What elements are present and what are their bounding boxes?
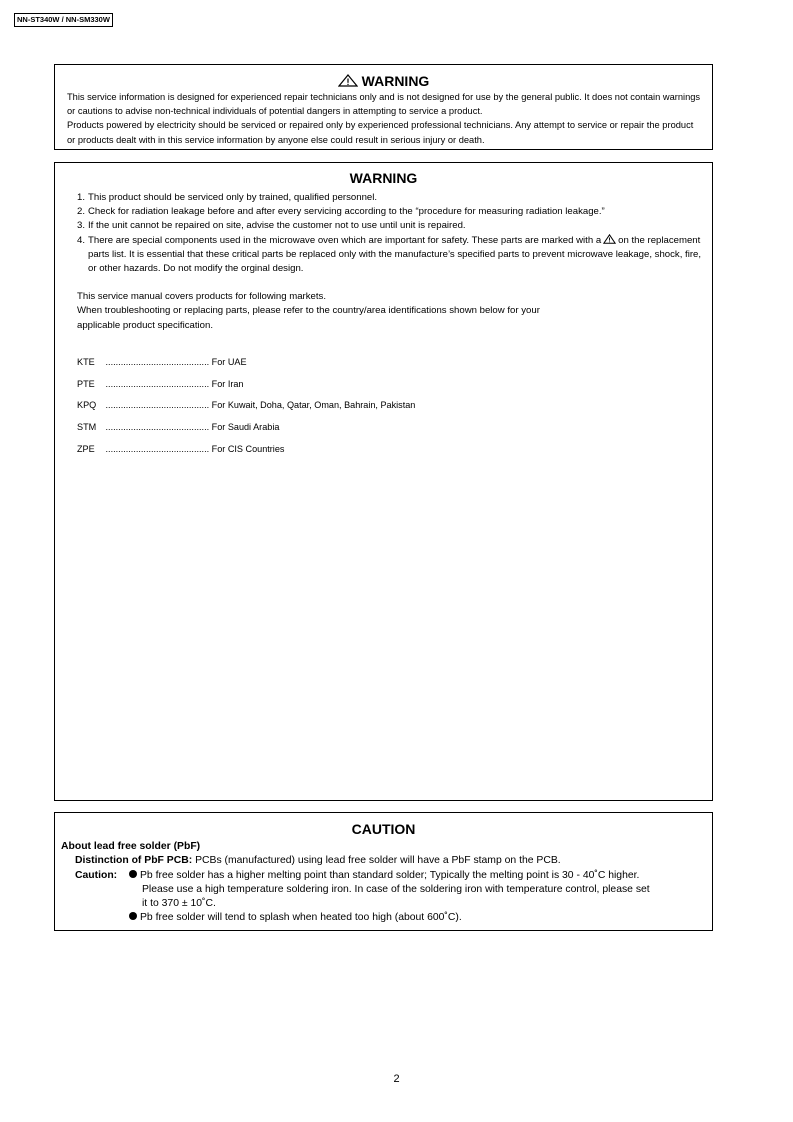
warning-notice-heading bbox=[55, 73, 712, 90]
market-leader-dots: ......................................... bbox=[105, 378, 210, 389]
caution-bullet-2 bbox=[61, 911, 712, 925]
market-row bbox=[77, 420, 712, 442]
market-code: STM bbox=[77, 421, 97, 432]
caution-bullet-1-line-3: it to 370 ± 10˚C. bbox=[142, 898, 216, 910]
caution-bullet-2-text: Pb free solder will tend to splash when heated too high (about 600˚C). bbox=[140, 912, 462, 924]
market-leader-dots: ......................................... bbox=[105, 443, 210, 454]
bullet-icon bbox=[129, 912, 137, 920]
coverage-text bbox=[77, 290, 712, 333]
caution-bullet-1 bbox=[61, 869, 712, 883]
market-list bbox=[77, 355, 712, 463]
warning-notice-box bbox=[54, 64, 713, 150]
caution-bullet-1-line-2: Please use a high temperature soldering iron. In case of the soldering iron with temperature control, please set bbox=[142, 883, 650, 895]
caution-box bbox=[54, 812, 713, 931]
coverage-line: When troubleshooting or replacing parts, please refer to the country/area identifications shown below for your bbox=[77, 305, 540, 317]
market-label: For Iran bbox=[211, 378, 244, 389]
market-code: PTE bbox=[77, 378, 95, 389]
distinction-text: PCBs (manufactured) using lead free solder will have a PbF stamp on the PCB. bbox=[195, 855, 561, 867]
market-leader-dots: ......................................... bbox=[105, 421, 210, 432]
warning-main-box bbox=[54, 162, 713, 801]
caution-subtitle: About lead free solder (PbF) bbox=[61, 841, 201, 852]
bullet-icon bbox=[129, 870, 137, 878]
warning-item bbox=[77, 205, 712, 219]
caution-bullet-1-line-1: Pb free solder has a higher melting point than standard solder; Typically the melting point is 30 - 40˚C higher. bbox=[140, 869, 640, 881]
pbf-distinction bbox=[61, 854, 712, 868]
market-label: For Kuwait, Doha, Qatar, Oman, Bahrain, Pakistan bbox=[211, 400, 416, 411]
warning-item-number: 3. bbox=[77, 220, 86, 232]
warning-item-text-a: There are special components used in the microwave oven which are important for safety. These parts are marked with a bbox=[88, 234, 602, 246]
warning-item-text: If the unit cannot be repaired on site, advise the customer not to use until unit is repaired. bbox=[88, 220, 466, 232]
caution-label: Caution: bbox=[75, 869, 118, 881]
warning-notice-paragraph-1: This service information is designed for experienced repair technicians only and is not designed for use by the general public. It does not contain warnings or cautions to advise non-technical individuals of potential dangers in attempting to service a product. bbox=[67, 92, 701, 117]
warning-notice-title: WARNING bbox=[361, 73, 430, 89]
market-label: For CIS Countries bbox=[211, 443, 285, 454]
warning-item-number: 1. bbox=[77, 192, 86, 203]
market-leader-dots: ......................................... bbox=[105, 400, 210, 411]
market-label: For UAE bbox=[211, 356, 247, 367]
caution-body bbox=[61, 840, 712, 926]
caution-title: CAUTION bbox=[351, 821, 416, 837]
market-code: KPQ bbox=[77, 400, 97, 411]
page-number: 2 bbox=[393, 1073, 400, 1085]
market-row bbox=[77, 442, 712, 464]
safety-mark-triangle-icon bbox=[603, 234, 616, 244]
market-code: ZPE bbox=[77, 443, 95, 454]
market-code: KTE bbox=[77, 356, 95, 367]
warning-item-text: Check for radiation leakage before and after every servicing according to the “procedure for measuring radiation leakage.” bbox=[88, 206, 605, 218]
warning-triangle-icon bbox=[338, 74, 358, 87]
market-label: For Saudi Arabia bbox=[211, 421, 280, 432]
warning-list bbox=[77, 191, 712, 276]
warning-item-text-b: on the replacement parts list. It is essential that these critical parts be replaced only with the manufacture’s specified parts to prevent microwave leakage, shock, fire, or other hazards. Do not modify the orginal design. bbox=[88, 234, 702, 275]
coverage-line: applicable product specification. bbox=[77, 319, 213, 331]
model-tag: NN-ST340W / NN-SM330W bbox=[14, 13, 113, 27]
market-row bbox=[77, 355, 712, 377]
market-leader-dots: ......................................... bbox=[105, 356, 210, 367]
warning-main-title: WARNING bbox=[349, 170, 418, 186]
coverage-line: This service manual covers products for following markets. bbox=[77, 291, 326, 303]
warning-notice-paragraph-2: Products powered by electricity should be serviced or repaired only by experienced professional technicians. Any attempt to service or repair the product or products dealt with in this service information by anyone else could result in serious injury or death. bbox=[67, 120, 694, 145]
warning-item bbox=[77, 234, 712, 277]
warning-item bbox=[77, 191, 712, 205]
distinction-label: Distinction of PbF PCB: bbox=[75, 855, 193, 867]
market-row bbox=[77, 398, 712, 420]
warning-item bbox=[77, 219, 712, 233]
warning-item-number: 2. bbox=[77, 206, 86, 218]
warning-item-number: 4. bbox=[77, 234, 86, 246]
market-row bbox=[77, 377, 712, 399]
warning-item-text: This product should be serviced only by trained, qualified personnel. bbox=[88, 192, 378, 203]
